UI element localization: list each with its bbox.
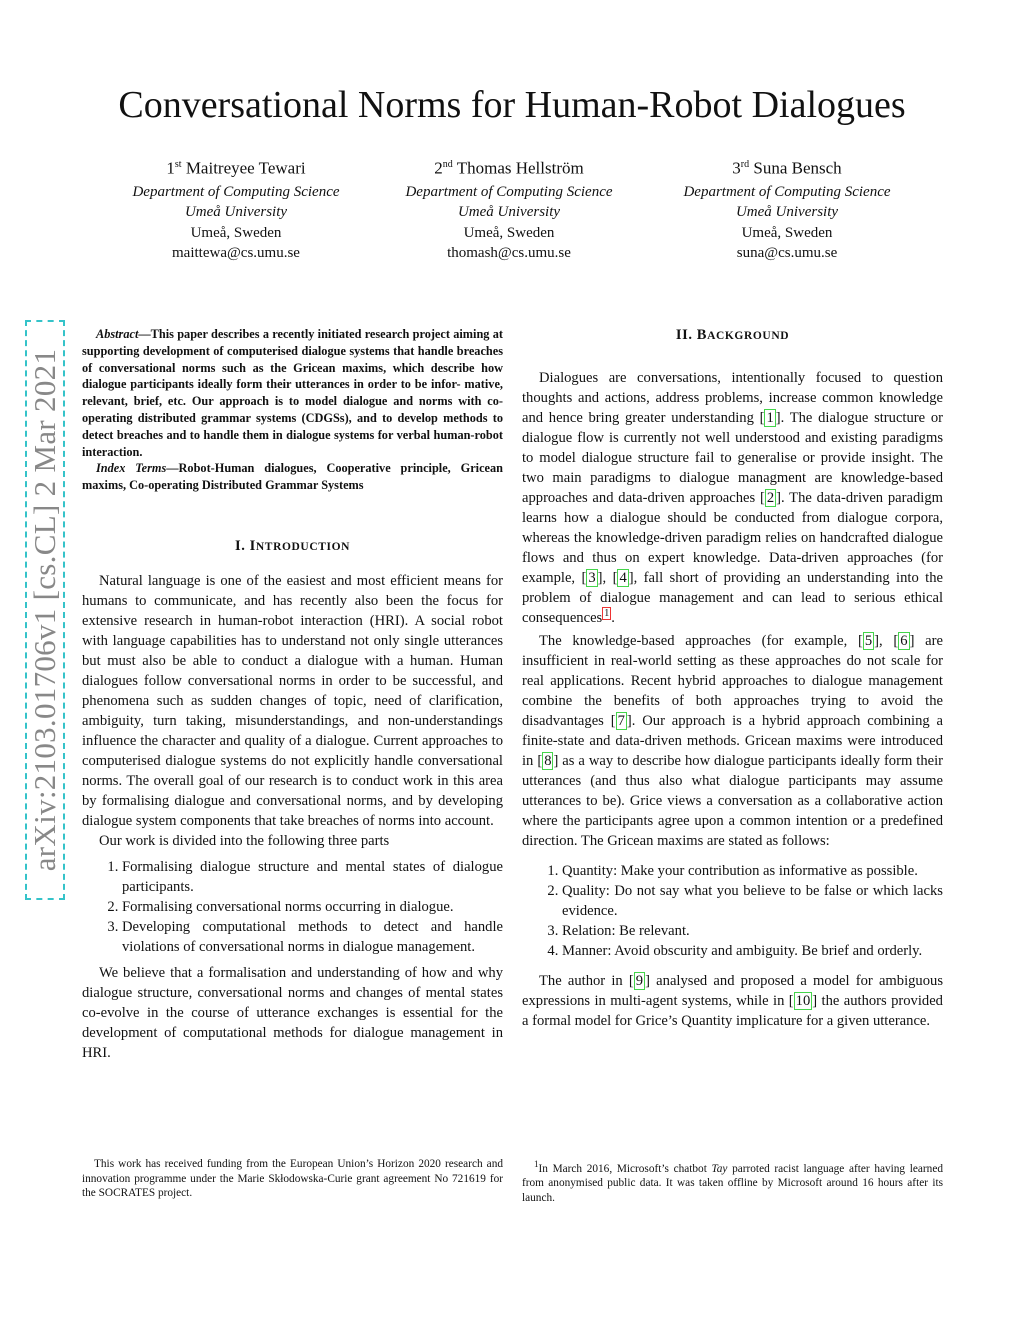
intro-paragraph-2: Our work is divided into the following three parts — [99, 832, 390, 849]
paper-title: Conversational Norms for Human-Robot Dialogues — [118, 84, 906, 126]
funding-footnote: This work has received funding from the European Union’s Horizon 2020 research and innovation programme under the Marie Skłodowska-Curie grant agreement No 721619 for the SOCRATES project. — [82, 1158, 503, 1199]
intro-paragraph-3: We believe that a formalisation and understanding of how and why dialogue structure, conversational norms and changes of mental states co-evolve in the course of utterance exchanges is essential for the development of computational methods for dialogue management in HRI. — [82, 964, 503, 1061]
author-dept: Department of Computing Science — [132, 183, 340, 200]
citation-link[interactable]: 1 — [766, 410, 774, 426]
author-dept: Department of Computing Science — [405, 183, 613, 200]
author-dept: Department of Computing Science — [683, 183, 891, 200]
index-terms: Index Terms—Robot-Human dialogues, Cooperative principle, Gricean maxims, Co-operating Distributed Grammar Systems — [82, 461, 503, 493]
footnote-link[interactable]: 1 — [604, 608, 610, 620]
background-paragraph-3: The author in [ 9 ] analysed and proposed a model for ambiguous expressions in multi-agent systems, while in [ 10 ] the authors provided a formal model for Grice’s Quantity implicature for a given utterance. — [522, 973, 943, 1029]
author-univ: Umeå University — [184, 204, 288, 221]
maxims-list — [522, 861, 943, 961]
background-paragraph-2: The knowledge-based approaches (for example, [ 5 ], [ 6 ] are insufficient in real-world setting as these approaches do not scale for real applications. Recent hybrid approaches to dialogue management combine the benefits of both approaches trying to avoid the disadvantages [ 7 ]. Our approach is a hybrid approach combining a finite-state and data-driven methods. Gricean maxims were introduced in [ 8 ] as a way to describe how dialogue participants ideally form their utterances (and thus also what dialogue participants may assume utterances to be). Grice views a conversation as a collaborative action where the participants agree upon a common intention or a predefined direction. The Gricean maxims are stated as follows: — [522, 633, 944, 849]
author-name: Suna Bensch — [753, 158, 842, 178]
author-block-2: 2nd Thomas Hellström Department of Computing Science Umeå University Umeå, Sweden thomash@cs.umu.se — [359, 152, 659, 264]
citation-link[interactable]: 9 — [635, 973, 644, 989]
citation-link[interactable]: 7 — [617, 713, 625, 729]
list-item: 1. Formalising dialogue structure and mental states of dialogue participants. — [122, 857, 503, 897]
author-email: maittewa@cs.umu.se — [172, 245, 300, 262]
right-column — [522, 322, 943, 1031]
citation-link[interactable]: 3 — [588, 570, 596, 586]
author-univ: Umeå University — [735, 204, 839, 221]
arxiv-stamp[interactable]: arXiv:2103.01706v1 [cs.CL] 2 Mar 2021 — [27, 348, 62, 872]
abstract: Abstract—This paper describes a recently initiated research project aiming at supporting development of computerised dialogue systems that handle breaches of conversational norms such as the Gricean maxims, which describe how dialogue participants ideally form their utterances in order to be infor- mative, relevant, brief, etc. Our approach is to model dialogue and norms with co-operating distributed grammar systems (CDGSs), and to develop methods to detect breaches and to handle them in dialogue systems for verbal human-robot interaction. — [82, 327, 503, 459]
section-heading-introduction: I. INTRODUCTION — [234, 537, 351, 554]
intro-list — [82, 857, 503, 957]
citation-link[interactable]: 5 — [864, 633, 873, 649]
citation-link[interactable]: 6 — [900, 633, 908, 649]
list-item: 3. Relation: Be relevant. — [562, 921, 943, 941]
left-column — [82, 322, 503, 1063]
citation-link[interactable]: 8 — [544, 753, 552, 769]
author-name: Thomas Hellström — [456, 158, 584, 178]
footnote-1: $^1$In March 2016, Microsoft’s chatbot Tay parroted racist language after having learned from anonymised public data. It was taken offline by Microsoft around 16 hours after its launch. — [522, 1159, 943, 1204]
list-item: 4. Manner: Avoid obscurity and ambiguity. Be brief and orderly. — [562, 941, 943, 961]
list-item: 2. Quality: Do not say what you believe to be false or which lacks evidence. — [562, 881, 943, 921]
author-block-3: 3rd Suna Bensch Department of Computing Science Umeå University Umeå, Sweden suna@cs.umu.se — [637, 152, 937, 264]
author-block-1: 1st Maitreyee Tewari Department of Computing Science Umeå University Umeå, Sweden maittewa@cs.umu.se — [86, 152, 386, 264]
author-email: suna@cs.umu.se — [736, 245, 838, 262]
background-paragraph-1: Dialogues are conversations, intentionally focused to question thoughts and actions, address problems, increase common knowledge and hence bring greater understanding [ 1 ]. The dialogue structure or dialogue flow is currently not well understood and existing paradigms to model dialogue structure fail to generalise or provide insight. The two main paradigms to dialogue managment are knowledge-based approaches and data-driven approaches [ 2 ]. The data-driven paradigm learns how a dialogue should be conducted from dialogue corpora, whereas the knowledge-driven paradigm relies on handcrafted dialogue flows and thus on expert knowledge. Data-driven approaches (for example, [ 3 ], [ 4 ], fall short of providing an understanding into the problem of dialogue management and can lead to serious ethical consequences $^1$ . — [522, 370, 943, 626]
citation-link[interactable]: 10 — [795, 993, 811, 1009]
author-name: Maitreyee Tewari — [185, 158, 306, 178]
author-city: Umeå, Sweden — [741, 224, 833, 241]
citation-link[interactable]: 2 — [766, 490, 775, 506]
author-univ: Umeå University — [457, 204, 561, 221]
list-item: 3. Developing computational methods to detect and handle violations of conversational norms in dialogue management. — [122, 917, 503, 957]
intro-paragraph-1: Natural language is one of the easiest and most efficient means for humans to communicate, and has recently also been the focus for extensive research in human-robot interaction (HRI). A social robot with language capabilities has to understand not only single utterances but must also be able to conduct a dialogue with a human. Human dialogues follow conversational norms in order to be successful, and phenomena such as sudden changes of topic, need of clarification, ambiguity, turn taking, misunderstandings, and non-understandings influence the character and quality of a dialogue. Current approaches to computerised dialogue systems do not explicitly handle conversational norms. The overall goal of our research is to conduct work in this area by formalising dialogue and conversational norms, and by developing dialogue system components that take breaches of norms into account. — [82, 572, 503, 829]
list-item: 2. Formalising conversational norms occurring in dialogue. — [122, 897, 503, 917]
list-item: 1. Quantity: Make your contribution as informative as possible. — [562, 861, 943, 881]
author-email: thomash@cs.umu.se — [447, 245, 571, 262]
section-heading-background: II. BACKGROUND — [675, 327, 790, 343]
author-city: Umeå, Sweden — [190, 224, 282, 241]
citation-link[interactable]: 4 — [619, 570, 627, 586]
author-city: Umeå, Sweden — [463, 224, 555, 241]
